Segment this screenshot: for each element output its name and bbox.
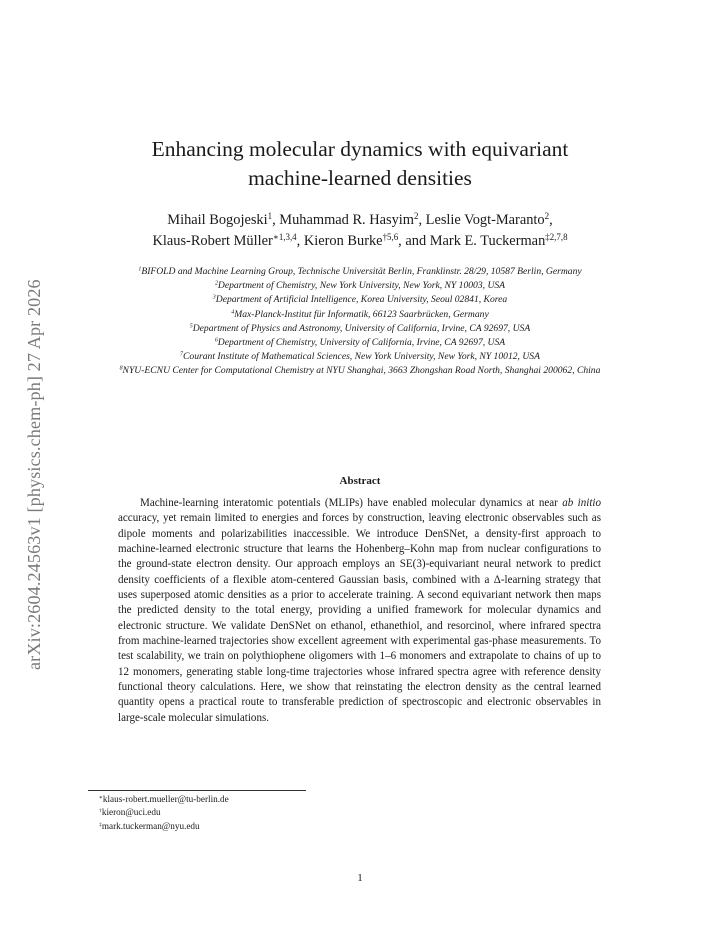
affiliation-text: Department of Artificial Intelligence, Korea University, Seoul 02841, Korea — [215, 294, 508, 306]
affiliation-item — [88, 279, 632, 293]
author-affiliation-mark: ∗1,3,4 — [272, 232, 297, 243]
affiliation-mark: 6 — [214, 337, 218, 344]
footnote-mark: † — [99, 808, 102, 815]
affiliation-item — [88, 336, 632, 350]
abstract-text: Machine-learning interatomic potentials (MLIPs) have enabled molecular dynamics at near — [140, 497, 563, 509]
affiliation-item — [88, 322, 632, 336]
footnote-mark: ‡ — [99, 821, 102, 828]
footnote-email: mark.tuckerman@nyu.edu — [101, 820, 200, 831]
author-affiliation-mark: ‡2,7,8 — [545, 232, 568, 243]
affiliation-text: NYU-ECNU Center for Computational Chemistry at NYU Shanghai, 3663 Zhongshan Road North, Shanghai 200062, China — [122, 365, 601, 377]
affiliation-text: Department of Chemistry, New York University, New York, NY 10003, USA — [217, 280, 506, 292]
author-name: Klaus-Robert Müller — [152, 233, 273, 249]
author-name: Leslie Vogt-Maranto — [425, 212, 545, 228]
author-separator: , and — [398, 233, 430, 249]
affiliation-item — [88, 308, 632, 322]
affiliation-mark: 4 — [231, 309, 235, 316]
author-list — [60, 210, 660, 252]
author-separator: , — [549, 212, 553, 228]
arxiv-identifier-text: arXiv:2604.24563v1 [physics.chem-ph] 27 Apr 2026 — [24, 279, 44, 670]
abstract-italic-term: ab initio — [562, 497, 601, 509]
affiliation-item — [88, 364, 632, 378]
affiliation-text: Courant Institute of Mathematical Sciences, New York University, New York, NY 10012, USA — [183, 351, 540, 363]
footnote-email: kieron@uci.edu — [101, 807, 161, 818]
footnote-item — [99, 806, 399, 819]
author-affiliation-mark: 2 — [544, 211, 550, 222]
page-number: 1 — [357, 872, 363, 884]
author-affiliation-mark: †5,6 — [382, 232, 399, 243]
footnote-divider — [88, 790, 306, 791]
abstract-body — [118, 496, 601, 726]
footnote-item — [99, 820, 399, 833]
affiliation-text: Department of Physics and Astronomy, University of California, Irvine, CA 92697, USA — [192, 322, 531, 334]
affiliation-mark: 3 — [212, 295, 216, 302]
affiliation-item — [88, 265, 632, 279]
paper-title — [60, 135, 660, 193]
affiliation-mark: 8 — [119, 366, 123, 373]
affiliation-mark: 7 — [180, 351, 184, 358]
author-separator: , — [296, 233, 304, 249]
arxiv-identifier-stamp — [22, 208, 46, 670]
author-name: Kieron Burke — [303, 233, 383, 249]
author-separator: , — [418, 212, 426, 228]
affiliation-item — [88, 293, 632, 307]
author-name: Mihail Bogojeski — [167, 212, 268, 228]
abstract-text: accuracy, yet remain limited to energies and forces by construction, leaving electronic observables such as dipole moments and polarizabilities inaccessible. We introduce DenSNet, a density-first approach to machine-learned electronic structure that learns the Hohenberg–Kohn map from nuclear configurations to the ground-state electron density. Our approach employs an SE(3)-equivariant neural network to predict density coefficients of a flexible atom-centered Gaussian basis, combined with a Δ-learning strategy that uses superposed atomic densities as a prior to accelerate training. A second equivariant network then maps the predicted density to the total energy, providing a unified framework for molecular dynamics and electronic structure. We validate DenSNet on ethanol, ethanethiol, and resorcinol, where infrared spectra from machine-learned trajectories show excellent agreement with experimental gas-phase measurements. To test scalability, we train on polythiophene oligomers with 1–6 monomers and extrapolate to chains of up to 12 monomers, generating stable long-time trajectories whose infrared spectra agree with reference density functional theory calculations. Here, we show that reinstating the electron density as the central learned quantity opens a practical route to transferable prediction of spectroscopic and electronic observables in large-scale molecular simulations. — [118, 512, 601, 724]
affiliation-text: Department of Chemistry, University of California, Irvine, CA 92697, USA — [217, 337, 506, 349]
author-name: Muhammad R. Hasyim — [279, 212, 414, 228]
footnote-mark: ∗ — [99, 794, 103, 801]
affiliation-mark: 5 — [189, 323, 193, 330]
author-affiliation-mark: 2 — [414, 211, 419, 222]
author-separator: , — [272, 212, 280, 228]
affiliation-text: BIFOLD and Machine Learning Group, Technische Universität Berlin, Franklinstr. 28/29, 10587 Berlin, Germany — [141, 266, 582, 277]
title-line: machine-learned densities — [248, 166, 472, 190]
author-name: Mark E. Tuckerman — [429, 233, 546, 249]
affiliation-item — [88, 350, 632, 364]
abstract-heading: Abstract — [339, 475, 381, 487]
title-line: Enhancing molecular dynamics with equivariant — [151, 137, 569, 161]
footnote-item — [99, 793, 399, 806]
affiliation-mark: 2 — [214, 280, 218, 287]
affiliation-text: Max-Planck-Institut für Informatik, 66123 Saarbrücken, Germany — [234, 308, 489, 320]
affiliation-mark: 1 — [138, 266, 142, 273]
author-affiliation-mark: 1 — [267, 211, 273, 222]
affiliation-list — [88, 265, 632, 379]
footnote-email: klaus-robert.mueller@tu-berlin.de — [102, 794, 229, 804]
footnote-list — [99, 793, 399, 833]
